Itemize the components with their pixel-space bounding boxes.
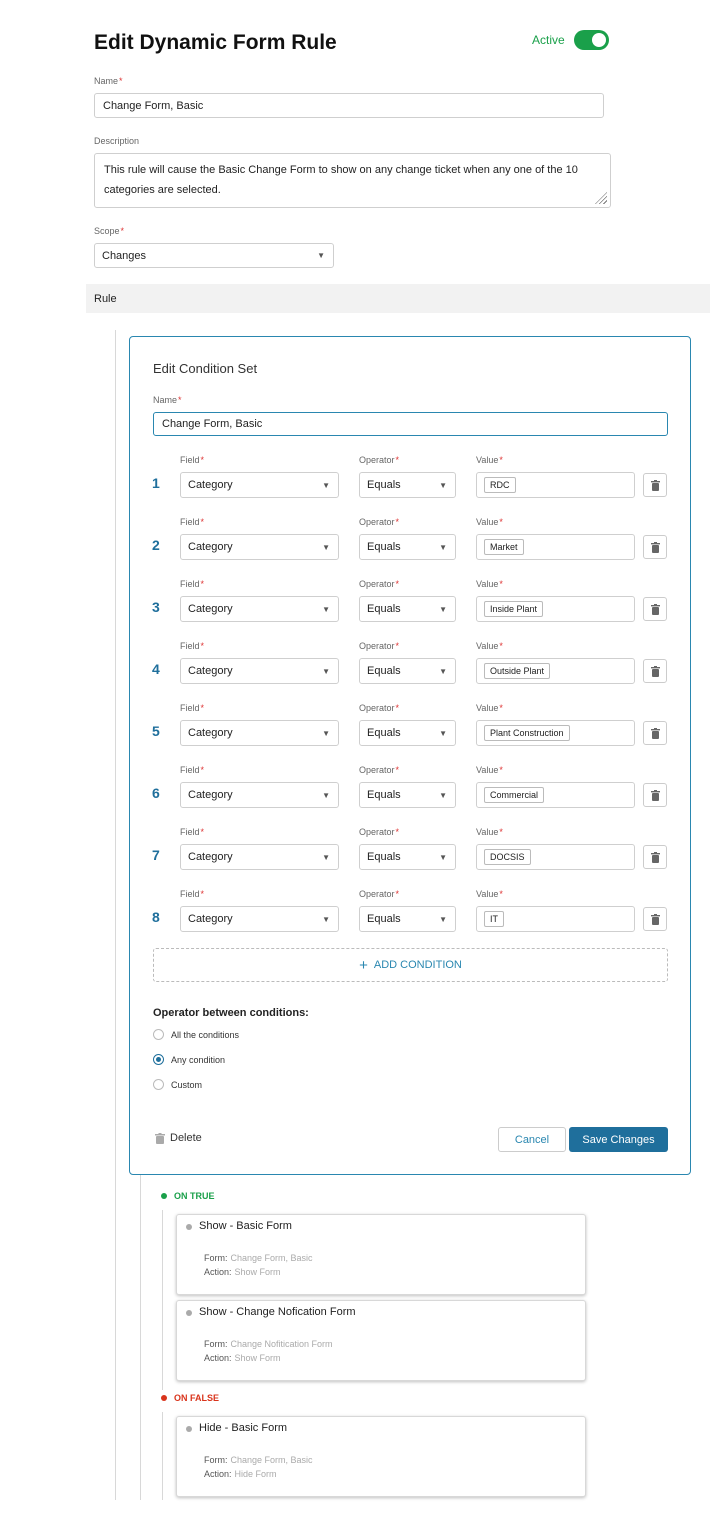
delete-condition-button[interactable] xyxy=(643,845,667,869)
action-title: Show - Basic Form xyxy=(199,1220,292,1232)
operator-select[interactable] xyxy=(359,720,456,746)
field-select[interactable] xyxy=(180,658,339,684)
chevron-down-icon: ▼ xyxy=(322,480,330,490)
condition-number: 8 xyxy=(152,909,160,925)
on-false-label: ON FALSE xyxy=(161,1393,219,1403)
field-value: Category xyxy=(188,541,233,553)
toggle-knob xyxy=(592,33,606,47)
operator-value: Equals xyxy=(367,851,401,863)
scope-select[interactable] xyxy=(94,243,334,268)
operator-select[interactable] xyxy=(359,906,456,932)
field-select[interactable] xyxy=(180,472,339,498)
delete-label: Delete xyxy=(170,1132,202,1144)
delete-condition-button[interactable] xyxy=(643,473,667,497)
cancel-button[interactable]: Cancel xyxy=(498,1127,566,1152)
description-label: Description xyxy=(94,136,140,146)
condition-number: 5 xyxy=(152,723,160,739)
chevron-down-icon: ▼ xyxy=(322,852,330,862)
operator-select[interactable] xyxy=(359,844,456,870)
save-changes-button[interactable]: Save Changes xyxy=(569,1127,668,1152)
radio-button[interactable] xyxy=(153,1054,164,1065)
operator-select[interactable] xyxy=(359,596,456,622)
field-value: Category xyxy=(188,727,233,739)
operator-label: Operator* xyxy=(359,579,400,589)
value-label: Value* xyxy=(476,889,503,899)
action-card[interactable] xyxy=(176,1300,586,1381)
chevron-down-icon: ▼ xyxy=(439,542,447,552)
active-toggle[interactable] xyxy=(574,30,609,50)
trash-icon xyxy=(155,1133,165,1144)
trash-icon xyxy=(651,666,660,677)
action-form-row: Form: Change Form, Basic xyxy=(204,1253,313,1263)
value-label: Value* xyxy=(476,455,503,465)
action-type-row: Action: Show Form xyxy=(204,1353,281,1363)
field-label: Field* xyxy=(180,703,205,713)
status-dot-icon xyxy=(161,1193,167,1199)
action-type-row: Action: Hide Form xyxy=(204,1469,277,1479)
value-input[interactable] xyxy=(476,720,635,746)
add-condition-label: ADD CONDITION xyxy=(373,959,462,971)
action-card[interactable] xyxy=(176,1214,586,1295)
value-tag[interactable]: IT xyxy=(484,911,504,927)
condition-set-name-input[interactable]: Change Form, Basic xyxy=(153,412,668,436)
field-value: Category xyxy=(188,789,233,801)
delete-condition-button[interactable] xyxy=(643,721,667,745)
field-label: Field* xyxy=(180,889,205,899)
operator-radio-option[interactable] xyxy=(153,1079,202,1090)
value-input[interactable] xyxy=(476,534,635,560)
active-toggle-group xyxy=(532,30,609,50)
operator-label: Operator* xyxy=(359,641,400,651)
field-select[interactable] xyxy=(180,906,339,932)
operator-value: Equals xyxy=(367,603,401,615)
value-input[interactable] xyxy=(476,906,635,932)
action-title: Hide - Basic Form xyxy=(199,1422,288,1434)
operator-select[interactable] xyxy=(359,472,456,498)
action-title: Show - Change Nofication Form xyxy=(199,1306,356,1318)
action-form-row: Form: Change Form, Basic xyxy=(204,1455,313,1465)
value-tag[interactable]: Plant Construction xyxy=(484,725,570,741)
chevron-down-icon: ▼ xyxy=(439,666,447,676)
value-tag[interactable]: Outside Plant xyxy=(484,663,550,679)
condition-number: 7 xyxy=(152,847,160,863)
status-dot-icon xyxy=(186,1310,192,1316)
name-label: Name* xyxy=(94,76,123,86)
field-label: Field* xyxy=(180,641,205,651)
operator-label: Operator* xyxy=(359,889,400,899)
status-dot-icon xyxy=(186,1224,192,1230)
operator-value: Equals xyxy=(367,727,401,739)
field-label: Field* xyxy=(180,517,205,527)
value-label: Value* xyxy=(476,517,503,527)
condition-number: 6 xyxy=(152,785,160,801)
field-select[interactable] xyxy=(180,534,339,560)
value-label: Value* xyxy=(476,641,503,651)
operator-value: Equals xyxy=(367,913,401,925)
on-true-label: ON TRUE xyxy=(161,1191,215,1201)
operator-value: Equals xyxy=(367,479,401,491)
condition-number: 1 xyxy=(152,475,160,491)
operator-label: Operator* xyxy=(359,517,400,527)
delete-condition-button[interactable] xyxy=(643,535,667,559)
chevron-down-icon: ▼ xyxy=(322,542,330,552)
field-label: Field* xyxy=(180,455,205,465)
value-label: Value* xyxy=(476,827,503,837)
value-input[interactable] xyxy=(476,596,635,622)
operator-between-title: Operator between conditions: xyxy=(153,1007,309,1019)
radio-label: Any condition xyxy=(171,1054,226,1065)
rule-section-header: Rule xyxy=(86,284,710,313)
trash-icon xyxy=(651,542,660,553)
active-label: Active xyxy=(532,33,565,47)
value-tag[interactable]: Market xyxy=(484,539,524,555)
condition-number: 3 xyxy=(152,599,160,615)
value-tag[interactable]: DOCSIS xyxy=(484,849,531,865)
chevron-down-icon: ▼ xyxy=(439,480,447,490)
operator-label: Operator* xyxy=(359,703,400,713)
plus-icon: + xyxy=(359,956,368,974)
chevron-down-icon: ▼ xyxy=(317,251,325,260)
field-label: Field* xyxy=(180,579,205,589)
delete-condition-button[interactable] xyxy=(643,659,667,683)
action-card[interactable] xyxy=(176,1416,586,1497)
field-select[interactable] xyxy=(180,596,339,622)
condition-set-name-label: Name* xyxy=(153,395,182,405)
condition-set-title: Edit Condition Set xyxy=(153,361,258,376)
value-label: Value* xyxy=(476,765,503,775)
description-text: This rule will cause the Basic Change Form to show on any change ticket when any one of the 10 categories are selected. xyxy=(104,164,578,196)
operator-label: Operator* xyxy=(359,827,400,837)
operator-label: Operator* xyxy=(359,455,400,465)
chevron-down-icon: ▼ xyxy=(439,728,447,738)
field-label: Field* xyxy=(180,765,205,775)
value-input[interactable] xyxy=(476,658,635,684)
tree-line-inner xyxy=(140,1175,141,1500)
delete-button[interactable] xyxy=(155,1132,202,1144)
operator-value: Equals xyxy=(367,789,401,801)
value-label: Value* xyxy=(476,703,503,713)
field-value: Category xyxy=(188,665,233,677)
add-condition-button[interactable] xyxy=(153,948,668,982)
trash-icon xyxy=(651,728,660,739)
description-textarea[interactable] xyxy=(94,153,611,208)
chevron-down-icon: ▼ xyxy=(439,790,447,800)
radio-button[interactable] xyxy=(153,1029,164,1040)
field-value: Category xyxy=(188,479,233,491)
chevron-down-icon: ▼ xyxy=(322,604,330,614)
delete-condition-button[interactable] xyxy=(643,597,667,621)
condition-number: 2 xyxy=(152,537,160,553)
field-label: Field* xyxy=(180,827,205,837)
chevron-down-icon: ▼ xyxy=(322,914,330,924)
action-form-row: Form: Change Nofitication Form xyxy=(204,1339,333,1349)
chevron-down-icon: ▼ xyxy=(439,852,447,862)
status-dot-icon xyxy=(161,1395,167,1401)
chevron-down-icon: ▼ xyxy=(439,604,447,614)
trash-icon xyxy=(651,790,660,801)
field-select[interactable] xyxy=(180,844,339,870)
condition-number: 4 xyxy=(152,661,160,677)
chevron-down-icon: ▼ xyxy=(322,728,330,738)
field-value: Category xyxy=(188,913,233,925)
tree-line-true xyxy=(162,1210,163,1390)
status-dot-icon xyxy=(186,1426,192,1432)
operator-radio-option[interactable] xyxy=(153,1054,225,1065)
radio-button[interactable] xyxy=(153,1079,164,1090)
operator-label: Operator* xyxy=(359,765,400,775)
operator-radio-option[interactable] xyxy=(153,1029,239,1040)
operator-select[interactable] xyxy=(359,782,456,808)
value-input[interactable] xyxy=(476,472,635,498)
operator-value: Equals xyxy=(367,541,401,553)
trash-icon xyxy=(651,852,660,863)
trash-icon xyxy=(651,914,660,925)
radio-label: Custom xyxy=(171,1079,203,1090)
trash-icon xyxy=(651,480,660,491)
action-type-row: Action: Show Form xyxy=(204,1267,281,1277)
scope-value: Changes xyxy=(102,249,147,262)
value-label: Value* xyxy=(476,579,503,589)
tree-line-outer xyxy=(115,330,116,1500)
resize-handle-icon[interactable] xyxy=(595,192,607,204)
page-title: Edit Dynamic Form Rule xyxy=(94,31,337,54)
name-input[interactable]: Change Form, Basic xyxy=(94,93,604,118)
chevron-down-icon: ▼ xyxy=(322,666,330,676)
condition-set-card xyxy=(129,336,691,1175)
field-select[interactable] xyxy=(180,720,339,746)
delete-condition-button[interactable] xyxy=(643,783,667,807)
delete-condition-button[interactable] xyxy=(643,907,667,931)
chevron-down-icon: ▼ xyxy=(439,914,447,924)
operator-select[interactable] xyxy=(359,658,456,684)
value-tag[interactable]: Inside Plant xyxy=(484,601,543,617)
radio-label: All the conditions xyxy=(171,1029,240,1040)
value-tag[interactable]: RDC xyxy=(484,477,516,493)
scope-label: Scope* xyxy=(94,226,125,236)
value-input[interactable] xyxy=(476,844,635,870)
field-select[interactable] xyxy=(180,782,339,808)
tree-line-false xyxy=(162,1412,163,1500)
field-value: Category xyxy=(188,851,233,863)
field-value: Category xyxy=(188,603,233,615)
chevron-down-icon: ▼ xyxy=(322,790,330,800)
value-input[interactable] xyxy=(476,782,635,808)
trash-icon xyxy=(651,604,660,615)
operator-value: Equals xyxy=(367,665,401,677)
operator-select[interactable] xyxy=(359,534,456,560)
value-tag[interactable]: Commercial xyxy=(484,787,544,803)
